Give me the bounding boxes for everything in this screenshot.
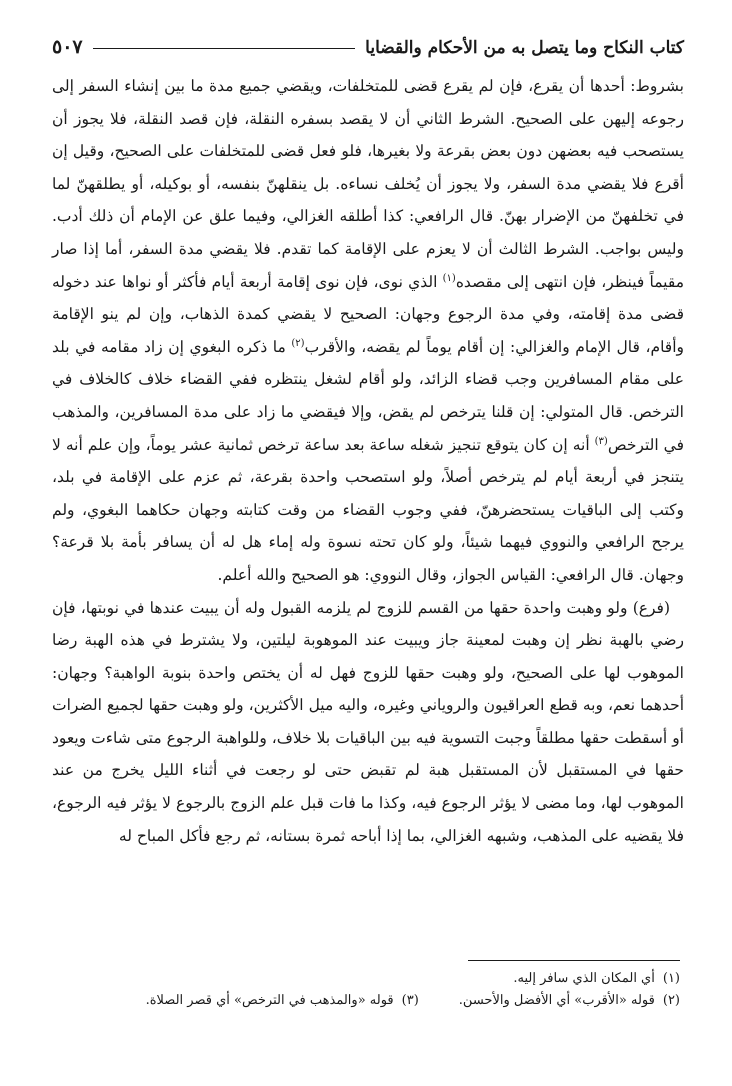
page-number: ٥٠٧ bbox=[52, 36, 83, 58]
footnote-row-2 bbox=[48, 990, 680, 1012]
header-title: كتاب النكاح وما يتصل به من الأحكام والقضايا bbox=[365, 38, 684, 58]
paragraph-2 bbox=[52, 592, 684, 853]
para1-text-c: ما ذكره البغوي إن زاد مقامه في بلد على مقام المسافرين وجب قضاء الزائد، ولو أقام لشغل ينتظره ففي القضاء خلاف كالخلاف في الترخص. قال المتولي: إن قلنا يترخص لم يقض، وإلا فيقضي ما زاد على مدة المسافرين، والمذهب في الترخص bbox=[52, 337, 684, 454]
para2-text: (فرع) ولو وهبت واحدة حقها من القسم للزوج لم يلزمه القبول وله أن يبيت عندها في نوبتها، فإن رضي بالهبة نظر إن وهبت لمعينة جاز ويبيت عند الموهوبة ليلتين، ولا يشترط في هذه الهبة رضا الموهوب لها على الصحيح، ولو وهبت حقها للزوج فهل له أن يختص واحدة بنوبة الواهبة؟ وجهان: أحدهما نعم، وبه قطع العراقيون والروياني وغيره، واليه ميل الأكثرين، ولو وهبت حقها لجميع الضرات أو أسقطت حقها مطلقاً وجبت التسوية فيه بين الباقيات بلا خلاف، وللواهبة الرجوع متى شاءت ويعود حقها في المستقبل لأن المستقبل هبة لم تقبض حتى لو رجعت في أثناء الليل يخرج من عند الموهوب لها، وما مضى لا يؤثر الرجوع فيه، وكذا ما فات قبل علم الزوج بالرجوع لا يؤثر فيه الرجوع، فلا يقضيه على المذهب، وشبهه الغزالي، بما إذا أباحه ثمرة بستانه، ثم رجع فأكل المباح له bbox=[52, 598, 684, 845]
footnote-row-1 bbox=[48, 968, 680, 990]
footnote-2 bbox=[459, 990, 680, 1012]
footnote-3-text: قوله «والمذهب في الترخص» أي قصر الصلاة. bbox=[145, 993, 394, 1008]
body-text bbox=[52, 70, 684, 852]
para1-text-d: أنه إن كان يتوقع تنجيز شغله ساعة بعد ساعة ترخص ثمانية عشر يوماً، وإن علم أنه لا يتنجز في أربعة أيام لم يترخص أصلاً، ولو استصحب واحدة بقرعة، ثم عزم على الإقامة في بلد، وكتب إلى الباقيات يستحضرهنّ، ففي وجوب القضاء من وقت كتابته وجهان حكاهما البغوي، ولم يرجح الرافعي والنووي فيهما شيئاً، ولو كان تحته نسوة وله إماء هل له أن يسافر بأمة بلا قرعة؟ وجهان. قال الرافعي: القياس الجواز، وقال النووي: هو الصحيح والله أعلم. bbox=[52, 435, 684, 584]
footnote-1-marker: (١) bbox=[662, 971, 680, 986]
footnotes bbox=[48, 968, 680, 1012]
footnote-3 bbox=[146, 990, 419, 1012]
para1-text-a: بشروط: أحدها أن يقرع، فإن لم يقرع قضى للمتخلفات، ويقضي جميع مدة ما بين إنشاء السفر إلى رجوعه إليهن على الصحيح. الشرط الثاني أن لا يقصد بسفره النقلة، فإن قصد النقلة، فلا يجوز أن يستصحب فيه بعضهن دون بعض بقرعة ولا بغيرها، فلو فعل قضى للمتخلفات على الصحيح، وقيل إن أقرع فلا يقضي مدة السفر، ولا يجوز أن يُخلف نساءه. بل ينقلهنّ بنفسه، أو بوكيله، أو يطلقهنّ لما في تخلفهنّ من الإضرار بهنّ. قال الرافعي: كذا أطلقه الغزالي، وفيما علق عن الإمام أن ذلك أدب. وليس بواجب. الشرط الثالث أن لا يعزم على الإقامة كما تقدم. فلا يقضي مدة السفر، أما إذا صار مقيماً فينظر، فإن انتهى إلى مقصده bbox=[52, 77, 685, 291]
footnote-2-marker: (٢) bbox=[662, 993, 680, 1008]
footnote-1 bbox=[513, 968, 680, 990]
para1-text-b: الذي نوى، فإن نوى إقامة أربعة أيام فأكثر أو نواها عند دخوله قضى مدة إقامته، وفي مدة الرجوع وجهان: الصحيح لا يقضي كمدة الذهاب، وإن لم ينو الإقامة وأقام، قال الإمام والغزالي: إن أقام يوماً لم يقضه، والأقرب bbox=[52, 272, 684, 356]
footnote-3-marker: (٣) bbox=[401, 993, 419, 1008]
running-header bbox=[52, 24, 684, 58]
footnote-ref-1: (١) bbox=[442, 272, 456, 284]
book-page bbox=[52, 24, 684, 852]
footnote-2-text: قوله «الأقرب» أي الأفضل والأحسن. bbox=[458, 993, 655, 1008]
footnote-1-text: أي المكان الذي سافر إليه. bbox=[513, 971, 655, 986]
footnote-ref-2: (٢) bbox=[291, 337, 305, 349]
footnote-ref-3: (٣) bbox=[594, 435, 608, 447]
paragraph-1 bbox=[52, 70, 684, 592]
header-rule bbox=[93, 48, 356, 49]
footnote-rule bbox=[468, 960, 680, 961]
